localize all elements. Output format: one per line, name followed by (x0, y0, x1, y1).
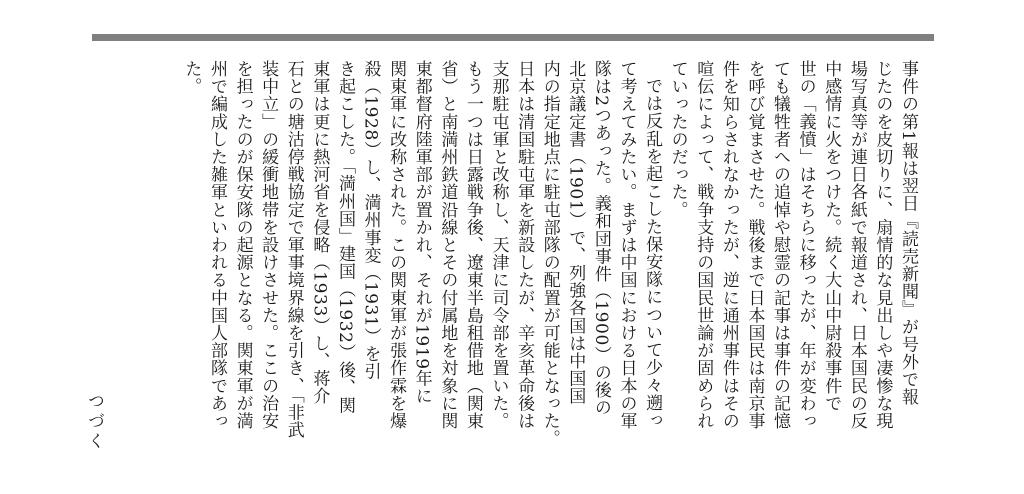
text-line: もう一つは日露戦争後、遼東半島租借地（関東 (462, 60, 483, 430)
text-line: を呼び覚まさせた。戦後まで日本国民は南京事 (744, 60, 765, 430)
text-line: では反乱を起こした保安隊について少々遡っ (642, 77, 663, 429)
text-line: 東都督府陸軍部が置かれ、それが1919年に (411, 60, 432, 405)
text-line: 省）と南満州鉄道沿線とその付属地を対象に関 (437, 60, 458, 430)
text-line: 喧伝によって、戦争支持の国民世論が固められ (693, 60, 714, 430)
text-line: 東軍は更に熱河省を侵略（1933）し、蒋介 (309, 60, 330, 405)
text-line: 支那駐屯軍と改称し、天津に司令部を置いた。 (488, 60, 509, 430)
text-line: じたのを皮切りに、扇情的な見出しや凄惨な現 (872, 60, 893, 430)
text-line: 日本は清国駐屯軍を新設したが、辛亥革命後は (514, 60, 535, 430)
text-line: 中感情に火をつけた。続く大山中尉殺事件で (821, 60, 842, 412)
text-line: 事件の第1報は翌日『読売新聞』が号外で報 (898, 60, 918, 406)
text-line: ていったのだった。 (667, 60, 688, 219)
text-line: 隊は2つあった。義和団事件（1900）の後の (590, 60, 611, 417)
text-line: を担ったのが保安隊の起源となる。関東軍が満 (232, 60, 253, 430)
text-line: 世の「義憤」はそちらに移ったが、年が変わっ (795, 60, 816, 430)
paragraph-1 (664, 60, 920, 484)
text-line: 石との塘沽停戦協定で軍事境界線を引き、「非武 (283, 60, 304, 439)
text-line: 場写真等が連日各紙で報道され、日本国民の反 (846, 60, 867, 430)
text-line: 関東軍に改称された。この関東軍が張作霖を爆 (386, 60, 407, 430)
text-line: き起こした。「満州国」建国（1932）後、関 (334, 60, 355, 414)
paragraph-2 (178, 60, 664, 484)
continued-label: つづく (84, 392, 104, 452)
text-line: た。 (181, 60, 202, 96)
text-line: て考えてみたい。まずは中国における日本の軍 (616, 60, 637, 430)
article-body (108, 60, 920, 484)
text-line: 件を知らされなかったが、逆に通州事件はその (718, 60, 739, 430)
text-line: 北京議定書（1901）で、列強各国は中国国 (565, 60, 586, 405)
text-line: 殺（1928）し、満州事変（1931）を引 (360, 60, 381, 381)
header-rule-bar (92, 34, 934, 41)
text-line: 内の指定地点に駐屯部隊の配置が可能となった。 (539, 60, 560, 448)
text-line: 州で編成した雑軍といわれる中国人部隊であっ (206, 60, 227, 430)
text-line: ても犠牲者への追悼や慰霊の記事は事件の記憶 (770, 60, 791, 430)
text-line: 装中立」の緩衝地帯を設けさせた。ここの治安 (258, 60, 279, 430)
